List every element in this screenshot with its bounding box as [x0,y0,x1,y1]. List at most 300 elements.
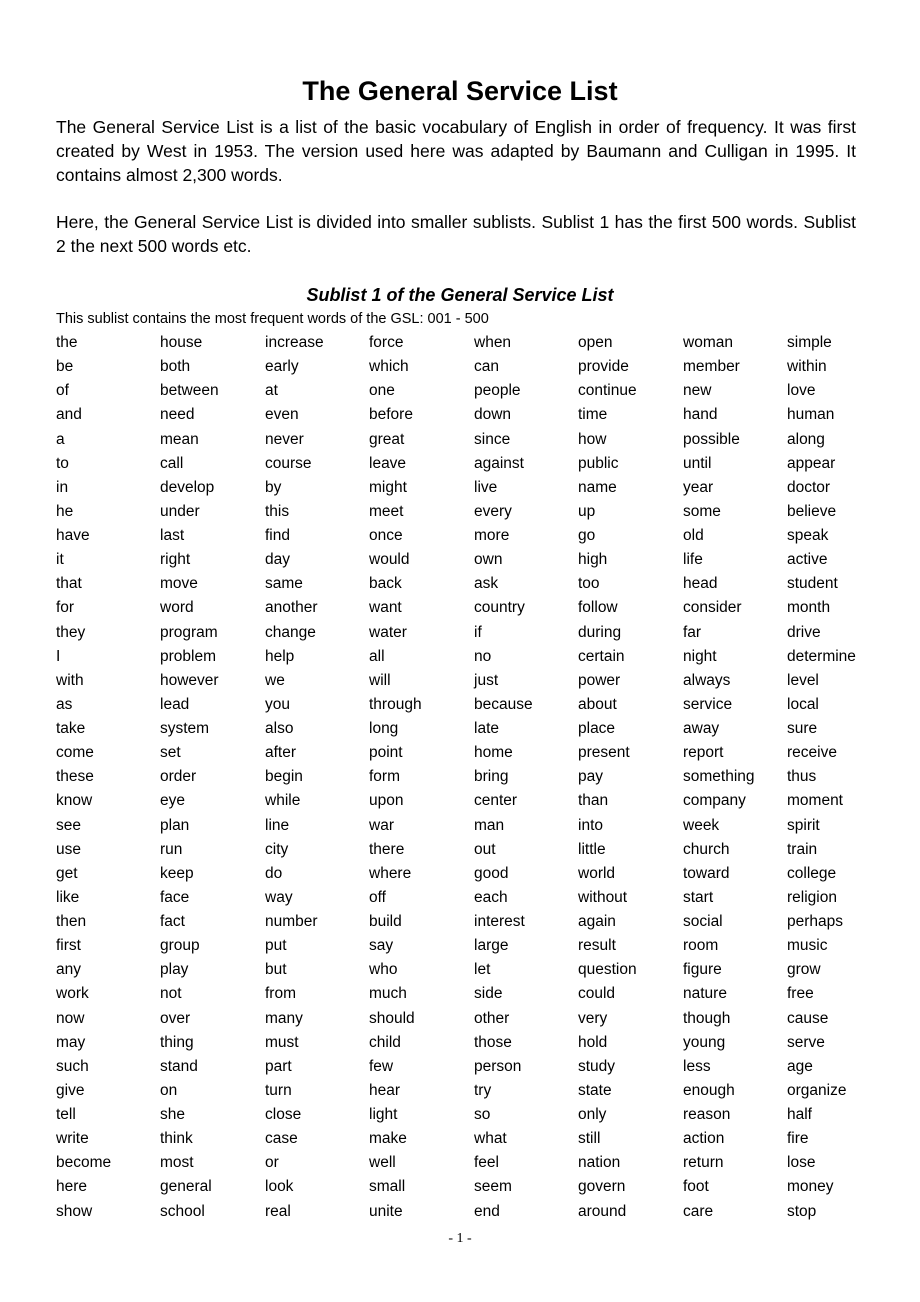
word-entry: student [787,575,838,593]
word-entry: become [56,1154,112,1172]
word-entry: public [578,454,619,472]
word-entry: return [683,1154,724,1172]
word-entry: early [265,358,299,376]
word-entry: use [56,840,81,858]
word-entry: develop [160,478,215,496]
word-entry: against [474,454,524,472]
word-entry: once [369,527,403,544]
word-entry: great [369,430,405,448]
word-entry: large [474,937,509,955]
word-entry: love [787,382,816,400]
word-entry: this [265,502,290,520]
word-entry: question [578,961,637,979]
word-entry: train [787,840,818,858]
word-entry: very [578,1009,608,1027]
word-entry: help [265,647,295,665]
word-entry: study [578,1057,616,1075]
word-entry: upon [369,792,404,810]
word-entry: might [369,478,407,496]
word-entry: never [265,430,304,448]
word-entry: music [787,937,828,955]
word-entry: people [474,382,521,400]
word-entry: present [578,744,630,762]
word-entry: make [369,1130,407,1148]
word-entry: over [160,1009,191,1027]
word-entry: half [787,1106,812,1123]
word-entry: not [160,985,182,1003]
word-entry: consider [683,599,742,617]
word-entry: give [56,1081,85,1099]
word-entry: up [578,502,596,520]
word-entry: again [578,913,616,930]
word-entry: age [787,1057,813,1075]
word-entry: who [369,961,398,979]
word-entry: every [474,502,512,520]
word-entry: many [265,1009,303,1027]
word-entry: social [683,913,723,930]
word-entry: lead [160,695,190,713]
word-entry: foot [683,1178,709,1196]
word-entry: about [578,695,617,713]
word-entry: side [474,985,503,1003]
word-entry: night [683,647,717,665]
word-entry: live [474,478,498,496]
word-entry: like [56,888,80,906]
word-entry: get [56,864,78,882]
word-entry: good [474,864,509,882]
word-entry: call [160,454,184,472]
word-entry: new [683,382,712,400]
sublist-heading: Sublist 1 of the General Service List [306,285,614,305]
word-entry: line [265,816,290,834]
word-entry: tell [56,1106,76,1123]
word-entry: light [369,1106,398,1123]
word-entry: bring [474,768,509,786]
word-entry: unite [369,1202,403,1220]
word-entry: little [578,840,606,858]
word-entry: reason [683,1106,731,1123]
word-entry: perhaps [787,913,844,930]
word-entry: close [265,1106,302,1123]
word-entry: local [787,695,819,713]
word-entry: state [578,1081,612,1099]
word-column [265,331,375,1224]
word-entry: for [56,599,75,617]
word-entry: power [578,671,621,689]
word-entry: follow [578,599,618,617]
word-entry: those [474,1033,512,1051]
word-entry: put [265,937,287,955]
word-entry: now [56,1009,85,1027]
document-title: The General Service List [302,76,618,106]
word-entry: something [683,768,755,786]
word-entry: part [265,1057,292,1075]
word-entry: so [474,1106,491,1123]
word-entry: case [265,1130,298,1148]
word-entry: college [787,864,837,882]
word-entry: head [683,575,718,593]
word-entry: start [683,888,714,906]
word-entry: under [160,502,200,520]
word-entry: group [160,937,200,955]
word-entry: room [683,937,719,955]
word-entry: point [369,744,403,762]
word-entry: he [56,502,74,520]
word-entry: increase [265,334,324,351]
word-entry: school [160,1202,205,1220]
word-entry: will [369,671,391,689]
word-entry: here [56,1178,88,1196]
word-entry: seem [474,1178,512,1196]
word-entry: own [474,551,503,569]
word-entry: open [578,334,613,351]
word-entry: receive [787,744,837,762]
word-list-table [0,331,920,1220]
word-entry: change [265,623,316,641]
word-entry: only [578,1106,607,1123]
sublist-description: This sublist contains the most frequent words of the GSL: 001 - 500 [56,311,489,327]
word-entry: back [369,575,402,593]
word-entry: fact [160,913,185,930]
word-entry: interest [474,913,525,930]
word-entry: year [683,478,714,496]
word-entry: what [474,1130,507,1148]
word-entry: think [160,1130,193,1148]
word-entry: way [265,888,293,906]
word-entry: while [265,792,301,810]
word-entry: church [683,840,730,858]
word-entry: though [683,1009,731,1027]
word-entry: would [369,551,410,569]
word-entry: from [265,985,296,1003]
word-entry: even [265,406,299,424]
word-entry: few [369,1057,394,1075]
word-entry: that [56,575,82,593]
word-entry: drive [787,623,821,641]
word-entry: program [160,623,218,641]
word-entry: than [578,792,609,810]
word-entry: how [578,430,607,448]
word-entry: and [56,406,82,424]
word-entry: can [474,358,499,376]
word-entry: see [56,816,81,834]
word-entry: turn [265,1081,292,1099]
word-entry: week [683,816,720,834]
word-entry: problem [160,647,216,665]
word-entry: day [265,551,290,569]
word-entry: provide [578,358,629,376]
word-entry: time [578,406,608,424]
word-entry: pay [578,768,603,786]
word-entry: may [56,1033,86,1051]
word-column [578,331,688,1224]
word-entry: believe [787,502,837,520]
word-entry: down [474,406,512,424]
word-entry: keep [160,864,194,882]
word-entry: company [683,792,746,810]
word-entry: grow [787,961,821,979]
word-entry: continue [578,382,637,400]
word-entry: moment [787,792,843,810]
word-entry: speak [787,527,829,544]
word-entry: these [56,768,94,786]
word-entry: go [578,527,596,544]
word-entry: both [160,358,191,376]
word-entry: show [56,1202,93,1220]
word-entry: feel [474,1154,499,1172]
word-entry: order [160,768,197,786]
word-entry: it [56,551,64,569]
word-entry: need [160,406,195,424]
word-entry: as [56,695,73,713]
word-entry: begin [265,768,303,786]
word-entry: all [369,647,385,665]
word-entry: could [578,985,616,1003]
word-entry: water [369,623,407,641]
word-entry: system [160,720,210,737]
word-entry: govern [578,1178,626,1196]
word-entry: last [160,527,185,544]
page-number: - 1 - [448,1231,472,1246]
word-entry: play [160,961,189,979]
word-entry: after [265,744,297,762]
word-entry: plan [160,816,190,834]
word-entry: sure [787,720,818,737]
word-entry: service [683,695,733,713]
word-entry: during [578,623,622,641]
word-entry: country [474,599,525,617]
word-entry: come [56,744,94,762]
word-entry: money [787,1178,834,1196]
word-entry: right [160,551,191,569]
word-column [56,331,166,1224]
word-entry: she [160,1106,185,1123]
intro-paragraph: The General Service List is a list of the basic vocabulary of English in order of frequency. It was first created by West in 1953. The version used here was adapted by Baumann and Culligan in 1995. It contains almost 2,300 words. [56,117,856,185]
word-entry: if [474,623,482,641]
word-entry: to [56,454,69,472]
word-entry: within [787,358,827,376]
word-entry: meet [369,502,404,520]
word-entry: run [160,840,183,858]
word-entry: life [683,551,703,569]
word-entry: woman [683,334,733,351]
word-entry: young [683,1033,726,1051]
word-entry: in [56,478,69,496]
word-entry: then [56,913,87,930]
word-entry: high [578,551,608,569]
word-entry: I [56,647,61,665]
word-entry: take [56,720,86,737]
intro-paragraph-sublists: Here, the General Service List is divided into smaller sublists. Sublist 1 has the first 500 words. Sublist 2 the next 500 words etc. [56,212,856,256]
word-entry: word [160,599,194,617]
word-entry: which [369,358,409,376]
word-entry: of [56,382,69,400]
word-entry: must [265,1033,299,1051]
word-entry: enough [683,1081,735,1099]
word-entry: world [578,864,616,882]
word-entry: determine [787,647,856,665]
word-entry: place [578,720,616,737]
word-entry: serve [787,1033,825,1051]
word-entry: out [474,840,496,858]
word-entry: build [369,913,402,930]
word-entry: action [683,1130,725,1148]
word-entry: toward [683,864,730,882]
word-entry: hear [369,1081,401,1099]
word-entry: hand [683,406,718,424]
word-entry: city [265,840,289,858]
word-entry: always [683,671,731,689]
word-entry: however [160,671,219,689]
word-entry: hold [578,1033,608,1051]
word-entry: such [56,1057,89,1075]
word-entry: name [578,478,617,496]
word-column [160,331,270,1224]
word-entry: long [369,720,399,737]
word-entry: have [56,527,90,544]
word-entry: active [787,551,828,569]
word-entry: doctor [787,478,831,496]
word-entry: form [369,768,400,786]
word-entry: most [160,1154,194,1172]
word-entry: when [474,334,512,351]
word-entry: until [683,454,712,472]
word-entry: they [56,623,86,641]
word-entry: general [160,1178,212,1196]
word-entry: end [474,1202,500,1220]
word-entry: we [265,671,285,689]
word-entry: no [474,647,492,665]
word-entry: but [265,961,287,979]
word-entry: first [56,937,81,955]
word-entry: away [683,720,720,737]
word-entry: try [474,1081,492,1099]
word-entry: child [369,1033,401,1051]
word-entry: course [265,454,312,472]
word-entry: center [474,792,518,810]
word-entry: look [265,1178,294,1196]
word-entry: one [369,382,395,400]
word-entry: home [474,744,513,762]
word-entry: less [683,1057,711,1075]
word-entry: possible [683,430,740,448]
word-entry: well [369,1154,396,1172]
word-entry: house [160,334,203,351]
word-entry: result [578,937,616,955]
word-entry: level [787,671,819,689]
word-entry: other [474,1009,510,1027]
word-entry: the [56,334,78,351]
word-column [474,331,584,1224]
word-entry: number [265,913,318,930]
word-entry: any [56,961,81,979]
word-entry: be [56,358,74,376]
word-entry: along [787,430,825,448]
word-entry: organize [787,1081,847,1099]
word-entry: by [265,478,282,496]
word-entry: late [474,720,499,737]
word-column [369,331,479,1224]
word-entry: small [369,1178,406,1196]
word-entry: face [160,888,190,906]
word-entry: fire [787,1130,809,1148]
word-entry: know [56,792,93,810]
word-entry: month [787,599,831,617]
word-entry: because [474,695,533,713]
word-entry: you [265,695,290,713]
word-entry: each [474,888,508,906]
word-column [787,331,897,1224]
word-entry: a [56,430,65,448]
word-entry: want [369,599,402,617]
word-entry: there [369,840,405,858]
word-entry: too [578,575,600,593]
word-entry: still [578,1130,601,1148]
word-entry: without [578,888,628,906]
word-entry: simple [787,334,832,351]
word-entry: since [474,430,511,448]
word-entry: around [578,1202,627,1220]
word-entry: human [787,406,835,424]
word-entry: thus [787,768,817,786]
word-entry: or [265,1154,279,1172]
word-entry: write [56,1130,89,1148]
word-entry: where [369,864,412,882]
word-entry: off [369,888,386,906]
word-entry: person [474,1057,522,1075]
word-entry: old [683,527,704,544]
word-entry: find [265,527,290,544]
word-entry: some [683,502,721,520]
word-column [683,331,793,1224]
word-entry: through [369,695,422,713]
word-entry: work [56,985,89,1003]
word-entry: into [578,816,603,834]
word-entry: lose [787,1154,816,1172]
word-entry: figure [683,961,722,979]
word-entry: mean [160,430,199,448]
word-entry: report [683,744,724,762]
word-entry: free [787,985,814,1003]
word-entry: with [56,671,84,689]
word-entry: appear [787,454,836,472]
word-entry: also [265,720,294,737]
word-entry: more [474,527,510,544]
word-entry: just [474,671,499,689]
word-entry: eye [160,792,185,810]
word-entry: spirit [787,816,820,834]
word-entry: set [160,744,181,762]
word-entry: real [265,1202,291,1220]
word-entry: nature [683,985,727,1003]
word-entry: war [369,816,394,834]
word-entry: ask [474,575,499,593]
word-entry: force [369,334,404,351]
word-entry: thing [160,1033,194,1051]
word-entry: another [265,599,318,617]
word-entry: nation [578,1154,621,1172]
word-entry: between [160,382,219,400]
word-entry: should [369,1009,415,1027]
word-entry: same [265,575,303,593]
word-entry: member [683,358,740,376]
word-entry: man [474,816,505,834]
word-entry: on [160,1081,178,1099]
word-entry: cause [787,1009,829,1027]
word-entry: care [683,1202,714,1220]
word-entry: stop [787,1202,817,1220]
word-entry: let [474,961,491,979]
